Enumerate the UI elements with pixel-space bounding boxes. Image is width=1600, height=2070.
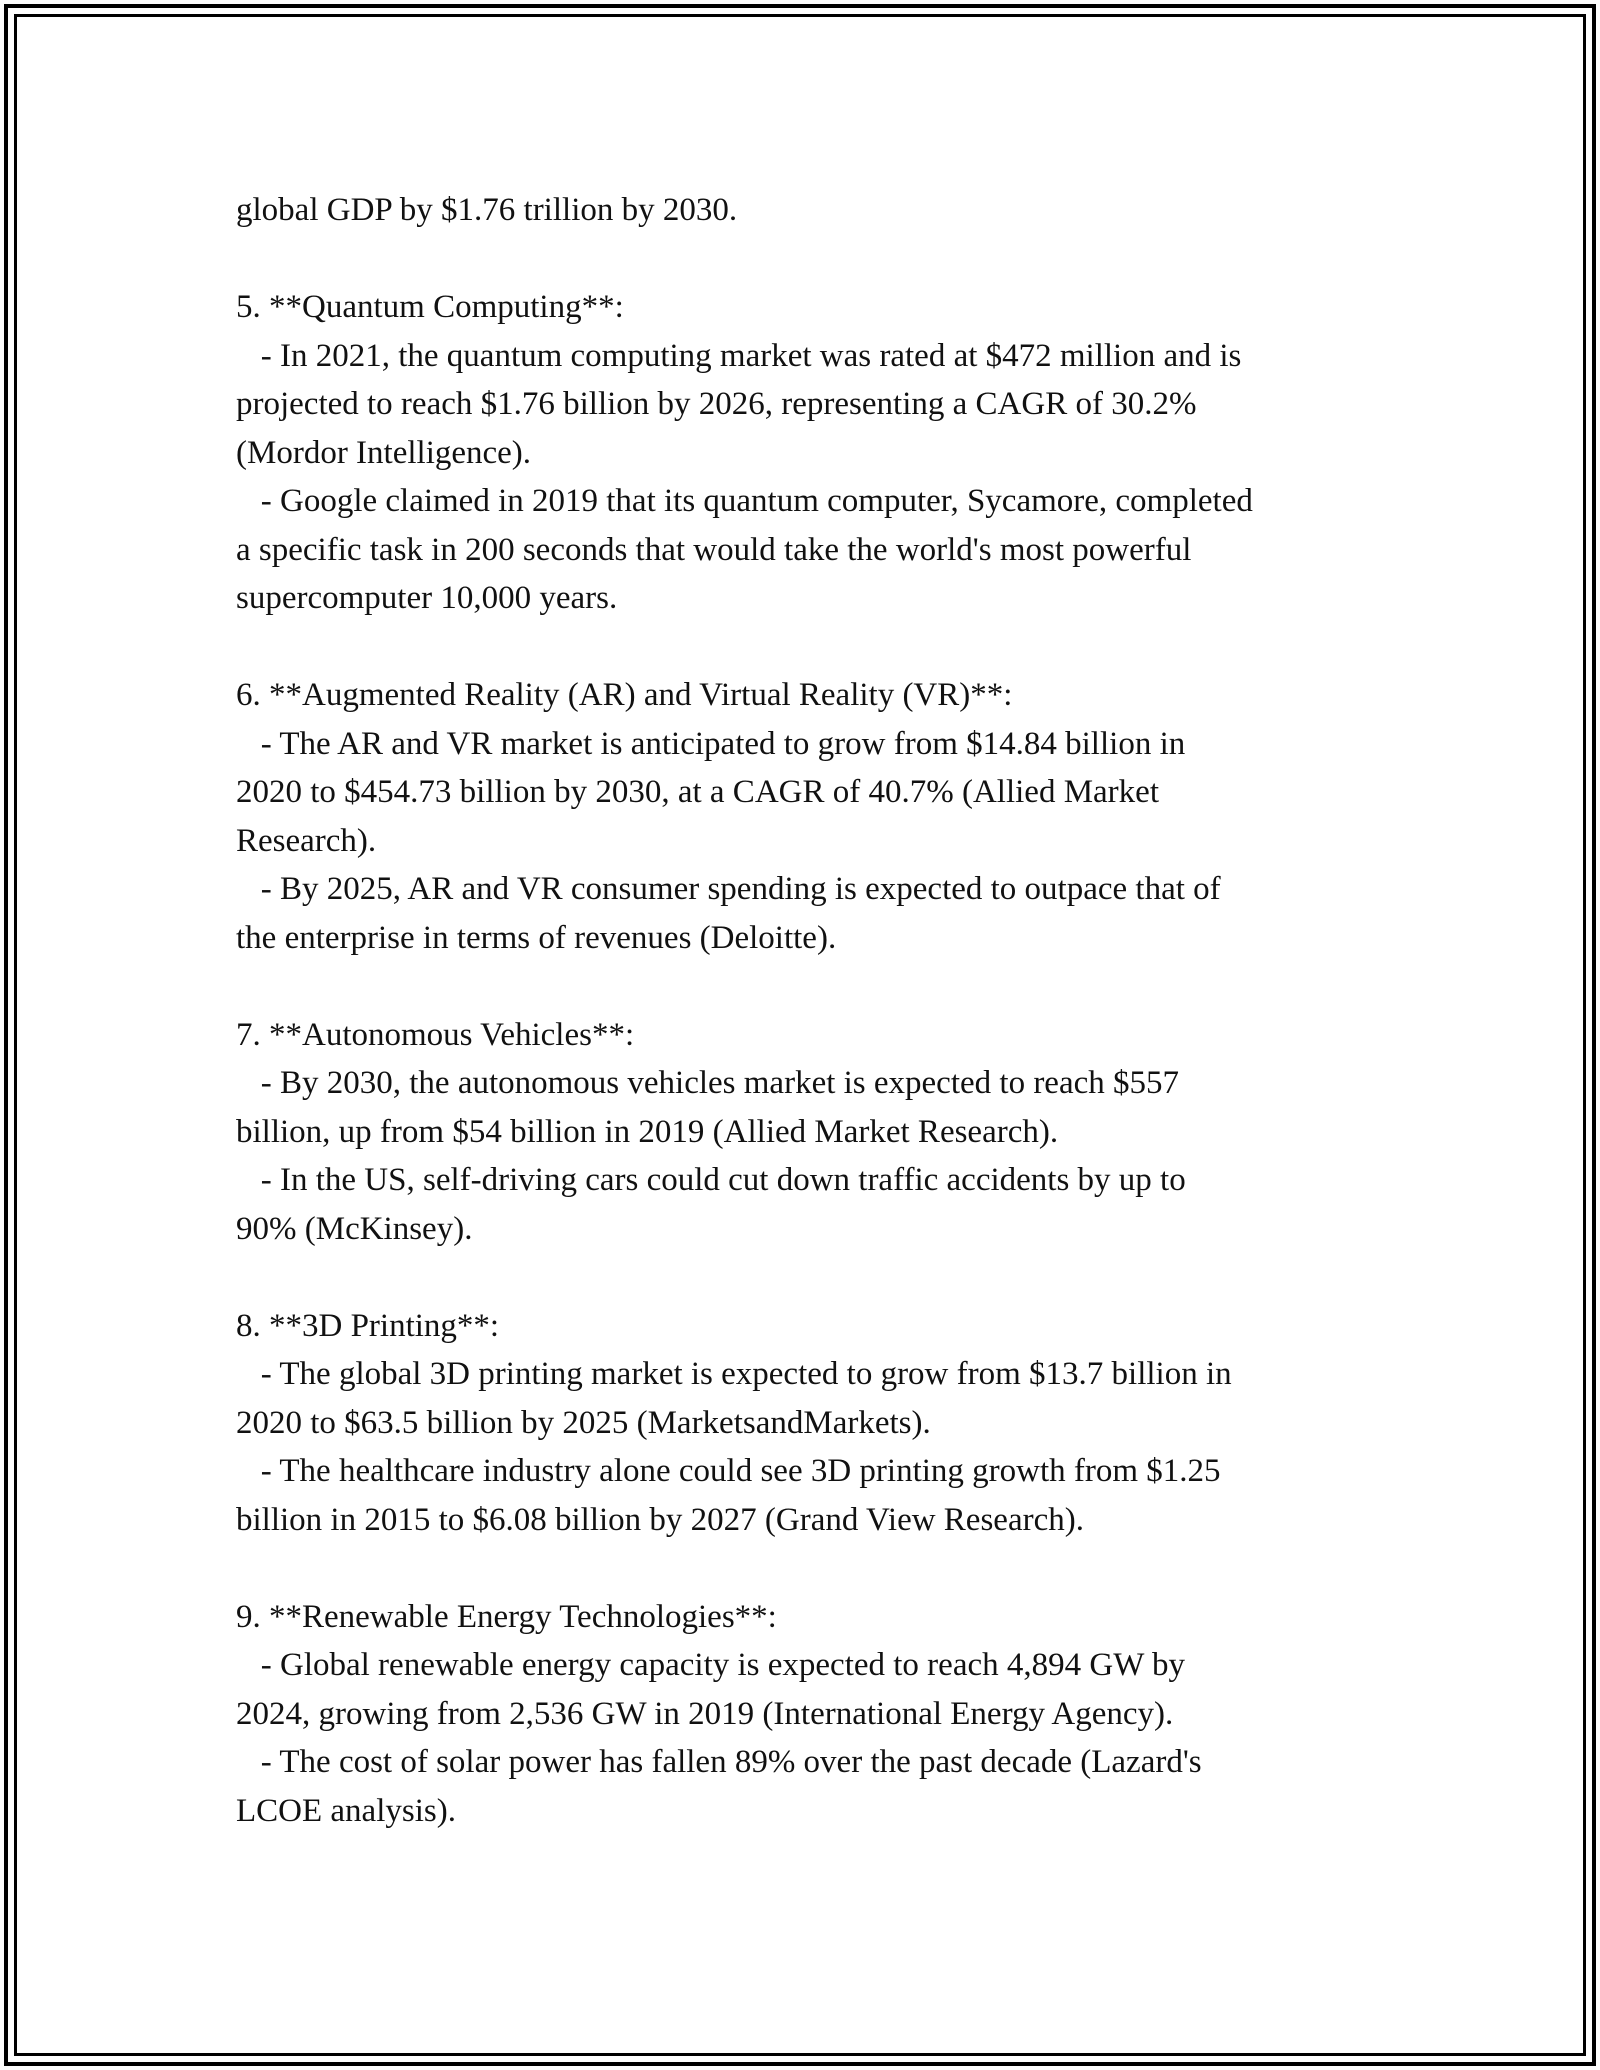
text-line: 2020 to $63.5 billion by 2025 (MarketsandMarkets).: [236, 1404, 931, 1441]
text-line: 90% (McKinsey).: [236, 1210, 473, 1247]
text-line: Research).: [236, 822, 377, 859]
text-line: - By 2030, the autonomous vehicles market is expected to reach $557: [236, 1065, 1179, 1101]
text-line: a specific task in 200 seconds that would take the world's most powerful: [236, 531, 1192, 568]
block-intro: [236, 186, 1396, 235]
text-line: - The healthcare industry alone could see 3D printing growth from $1.25: [236, 1453, 1221, 1489]
text-line: - The global 3D printing market is expected to grow from $13.7 billion in: [236, 1356, 1232, 1392]
text-line: supercomputer 10,000 years.: [236, 580, 618, 616]
text-line: (Mordor Intelligence).: [236, 434, 532, 471]
text-line: LCOE analysis).: [236, 1792, 456, 1829]
paragraph-gap: [236, 235, 1396, 284]
section-ar-vr: [236, 671, 1396, 962]
text-line: - By 2025, AR and VR consumer spending is expected to outpace that of: [236, 871, 1221, 907]
text-line: - In the US, self-driving cars could cut down traffic accidents by up to: [236, 1162, 1186, 1198]
paragraph-gap: [236, 1544, 1396, 1593]
paragraph-gap: [236, 623, 1396, 672]
text-line: global GDP by $1.76 trillion by 2030.: [236, 192, 738, 228]
section-quantum-computing: [236, 283, 1396, 623]
section-autonomous-vehicles: [236, 1011, 1396, 1254]
section-renewable-energy: [236, 1593, 1396, 1836]
document-body: [236, 186, 1396, 1835]
text-line: billion in 2015 to $6.08 billion by 2027 (Grand View Research).: [236, 1501, 1084, 1538]
section-heading: 7. **Autonomous Vehicles**:: [236, 1016, 635, 1053]
text-line: - Global renewable energy capacity is expected to reach 4,894 GW by: [236, 1647, 1185, 1683]
paragraph-gap: [236, 1253, 1396, 1302]
text-line: 2020 to $454.73 billion by 2030, at a CAGR of 40.7% (Allied Market: [236, 774, 1159, 810]
section-heading: 5. **Quantum Computing**:: [236, 289, 624, 325]
paragraph-gap: [236, 962, 1396, 1011]
text-line: - The cost of solar power has fallen 89% over the past decade (Lazard's: [236, 1744, 1202, 1780]
text-line: billion, up from $54 billion in 2019 (Allied Market Research).: [236, 1113, 1059, 1150]
text-line: projected to reach $1.76 billion by 2026, representing a CAGR of 30.2%: [236, 386, 1197, 422]
text-line: - Google claimed in 2019 that its quantum computer, Sycamore, completed: [236, 483, 1253, 519]
text-line: 2024, growing from 2,536 GW in 2019 (International Energy Agency).: [236, 1695, 1174, 1732]
section-heading: 9. **Renewable Energy Technologies**:: [236, 1598, 777, 1635]
section-3d-printing: [236, 1302, 1396, 1545]
text-line: - The AR and VR market is anticipated to grow from $14.84 billion in: [236, 725, 1186, 762]
text-line: the enterprise in terms of revenues (Deloitte).: [236, 919, 837, 956]
text-line: - In 2021, the quantum computing market was rated at $472 million and is: [236, 337, 1242, 374]
section-heading: 6. **Augmented Reality (AR) and Virtual Reality (VR)**:: [236, 677, 1013, 713]
section-heading: 8. **3D Printing**:: [236, 1307, 500, 1344]
